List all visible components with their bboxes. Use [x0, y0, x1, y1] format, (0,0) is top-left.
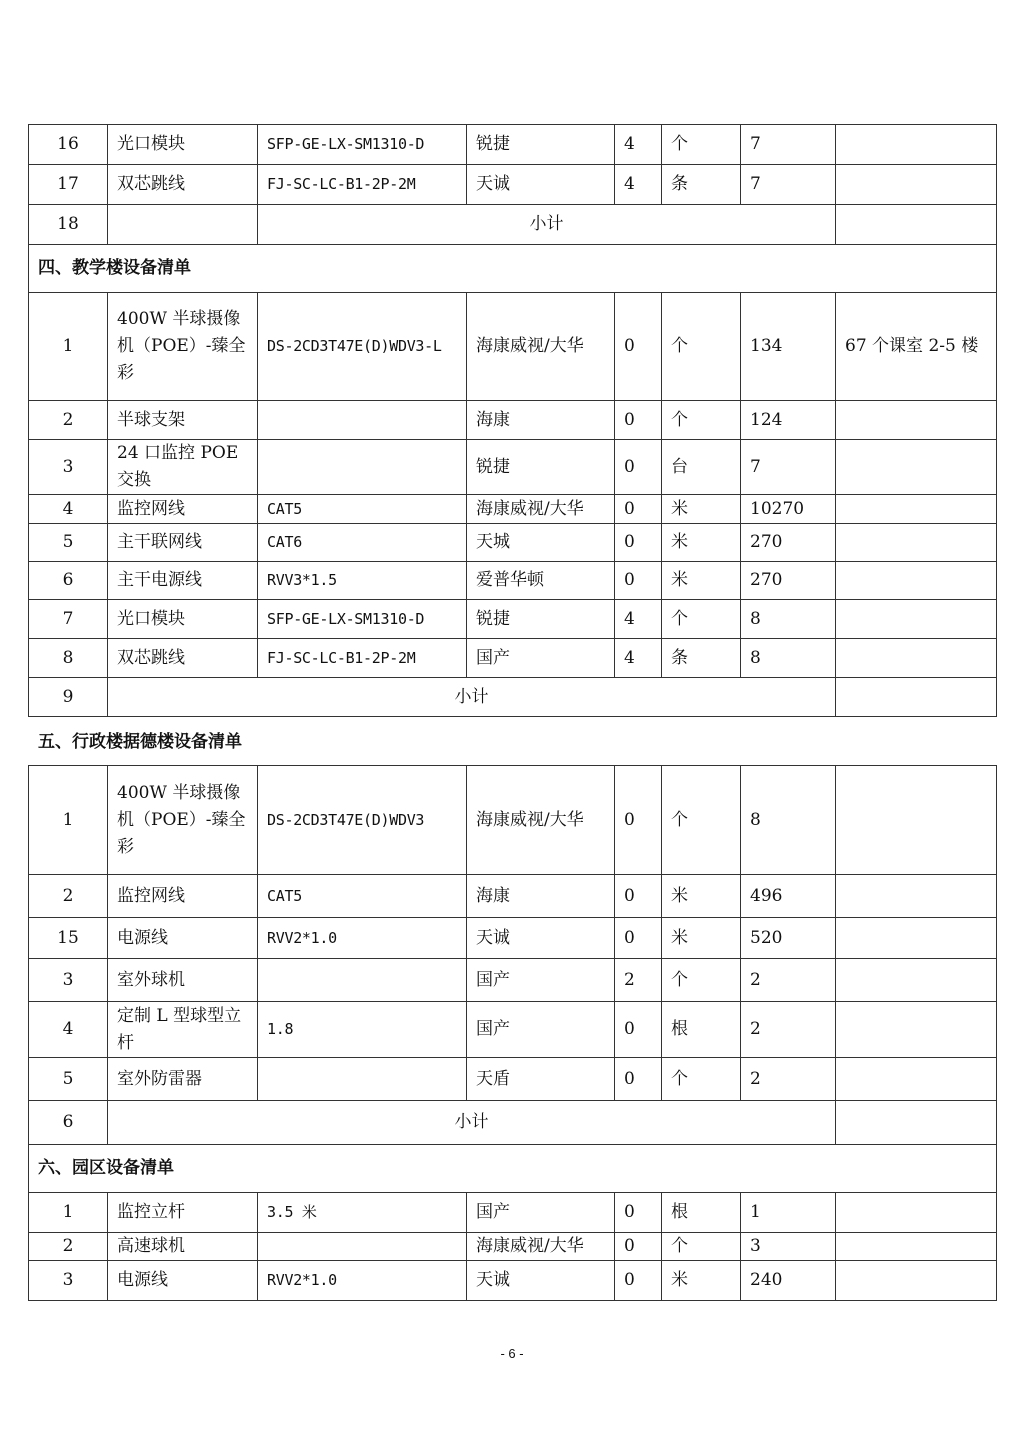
table-row: [29, 918, 997, 959]
cell-brand: 海康: [467, 401, 615, 440]
cell-name: 高速球机: [108, 1233, 258, 1261]
cell-model: [258, 959, 467, 1002]
cell-name: 主干电源线: [108, 562, 258, 600]
cell-unit: 根: [662, 1002, 741, 1058]
cell-brand: 国产: [467, 639, 615, 678]
cell-name: 400W 半球摄像机（POE）-臻全彩: [108, 293, 258, 401]
cell-unit: 米: [662, 918, 741, 959]
cell-model: DS-2CD3T47E(D)WDV3: [258, 766, 467, 875]
section-header-row: [29, 245, 997, 293]
table-row: [29, 766, 997, 875]
cell-total: 270: [741, 562, 836, 600]
cell-no: 16: [29, 125, 108, 165]
cell-name: 半球支架: [108, 401, 258, 440]
cell-total: 3: [741, 1233, 836, 1261]
cell-no: 7: [29, 600, 108, 639]
cell-unit: 条: [662, 639, 741, 678]
cell-brand: 国产: [467, 1002, 615, 1058]
table-row: [29, 1261, 997, 1301]
table-row: [29, 600, 997, 639]
cell-no: 6: [29, 562, 108, 600]
cell-unit: 个: [662, 959, 741, 1002]
cell-brand: 国产: [467, 959, 615, 1002]
cell-qty: 0: [615, 293, 662, 401]
cell-unit: 米: [662, 562, 741, 600]
table-row: [29, 401, 997, 440]
cell-qty: 4: [615, 125, 662, 165]
cell-total: 124: [741, 401, 836, 440]
cell-empty: [108, 205, 258, 245]
cell-unit: 个: [662, 600, 741, 639]
cell-name: 双芯跳线: [108, 639, 258, 678]
cell-model: [258, 1233, 467, 1261]
cell-name: 定制 L 型球型立杆: [108, 1002, 258, 1058]
cell-no: 6: [29, 1101, 108, 1145]
cell-qty: 0: [615, 875, 662, 918]
cell-brand: 锐捷: [467, 600, 615, 639]
cell-no: 8: [29, 639, 108, 678]
cell-model: RVV2*1.0: [258, 1261, 467, 1301]
cell-name: 电源线: [108, 1261, 258, 1301]
cell-brand: 国产: [467, 1193, 615, 1233]
cell-no: 1: [29, 293, 108, 401]
cell-note: [836, 918, 997, 959]
cell-total: 8: [741, 600, 836, 639]
cell-note: [836, 600, 997, 639]
cell-brand: 海康威视/大华: [467, 1233, 615, 1261]
cell-model: DS-2CD3T47E(D)WDV3-L: [258, 293, 467, 401]
cell-model: SFP-GE-LX-SM1310-D: [258, 600, 467, 639]
cell-name: 监控立杆: [108, 1193, 258, 1233]
cell-total: 2: [741, 959, 836, 1002]
cell-unit: 条: [662, 165, 741, 205]
cell-model: SFP-GE-LX-SM1310-D: [258, 125, 467, 165]
cell-total: 1: [741, 1193, 836, 1233]
cell-model: RVV3*1.5: [258, 562, 467, 600]
cell-note: [836, 205, 997, 245]
cell-qty: 4: [615, 165, 662, 205]
table-row: [29, 524, 997, 562]
cell-no: 1: [29, 766, 108, 875]
cell-no: 15: [29, 918, 108, 959]
table-row: [29, 293, 997, 401]
cell-note: [836, 639, 997, 678]
cell-name: 24 口监控 POE 交换: [108, 440, 258, 495]
cell-note: [836, 1261, 997, 1301]
table-row: [29, 1058, 997, 1101]
page-number: - 6 -: [500, 1346, 524, 1361]
cell-note: [836, 125, 997, 165]
cell-name: 双芯跳线: [108, 165, 258, 205]
table-row: [29, 1233, 997, 1261]
table-row: [29, 440, 997, 495]
cell-no: 5: [29, 1058, 108, 1101]
cell-note: 67 个课室 2-5 楼: [836, 293, 997, 401]
cell-model: 1.8: [258, 1002, 467, 1058]
cell-no: 18: [29, 205, 108, 245]
cell-qty: 0: [615, 524, 662, 562]
cell-model: FJ-SC-LC-B1-2P-2M: [258, 165, 467, 205]
cell-total: 8: [741, 766, 836, 875]
cell-unit: 个: [662, 766, 741, 875]
cell-name: 主干联网线: [108, 524, 258, 562]
cell-note: [836, 678, 997, 717]
table-row: [29, 495, 997, 524]
cell-brand: 天诚: [467, 165, 615, 205]
cell-total: 496: [741, 875, 836, 918]
cell-total: 7: [741, 440, 836, 495]
cell-qty: 0: [615, 401, 662, 440]
cell-note: [836, 562, 997, 600]
cell-brand: 天城: [467, 524, 615, 562]
cell-unit: 个: [662, 401, 741, 440]
cell-brand: 海康: [467, 875, 615, 918]
cell-note: [836, 401, 997, 440]
subtotal-row: [29, 1101, 997, 1145]
cell-model: [258, 440, 467, 495]
cell-name: 室外球机: [108, 959, 258, 1002]
cell-name: 电源线: [108, 918, 258, 959]
cell-qty: 0: [615, 1261, 662, 1301]
cell-note: [836, 1002, 997, 1058]
cell-total: 134: [741, 293, 836, 401]
cell-no: 5: [29, 524, 108, 562]
cell-unit: 个: [662, 125, 741, 165]
cell-qty: 0: [615, 1058, 662, 1101]
cell-qty: 0: [615, 440, 662, 495]
cell-brand: 海康威视/大华: [467, 293, 615, 401]
cell-unit: 个: [662, 1233, 741, 1261]
table-row: [29, 959, 997, 1002]
cell-unit: 米: [662, 1261, 741, 1301]
cell-note: [836, 1233, 997, 1261]
subtotal-row: [29, 205, 997, 245]
cell-brand: 天诚: [467, 918, 615, 959]
section-header-row: [29, 1145, 997, 1193]
cell-model: CAT5: [258, 495, 467, 524]
table-row: [29, 165, 997, 205]
table-row: [29, 639, 997, 678]
cell-total: 240: [741, 1261, 836, 1301]
cell-note: [836, 1101, 997, 1145]
equipment-table-2: [28, 765, 997, 1301]
cell-unit: 个: [662, 1058, 741, 1101]
cell-note: [836, 959, 997, 1002]
cell-no: 2: [29, 401, 108, 440]
cell-brand: 天诚: [467, 1261, 615, 1301]
cell-brand: 天盾: [467, 1058, 615, 1101]
cell-name: 监控网线: [108, 875, 258, 918]
cell-no: 3: [29, 1261, 108, 1301]
cell-model: RVV2*1.0: [258, 918, 467, 959]
cell-model: CAT6: [258, 524, 467, 562]
cell-qty: 0: [615, 562, 662, 600]
cell-total: 520: [741, 918, 836, 959]
cell-note: [836, 1193, 997, 1233]
cell-total: 7: [741, 165, 836, 205]
cell-qty: 0: [615, 1002, 662, 1058]
cell-brand: 海康威视/大华: [467, 495, 615, 524]
cell-qty: 0: [615, 766, 662, 875]
cell-note: [836, 766, 997, 875]
cell-qty: 4: [615, 639, 662, 678]
cell-model: FJ-SC-LC-B1-2P-2M: [258, 639, 467, 678]
cell-no: 2: [29, 1233, 108, 1261]
cell-unit: 台: [662, 440, 741, 495]
cell-total: 7: [741, 125, 836, 165]
cell-note: [836, 495, 997, 524]
cell-note: [836, 524, 997, 562]
cell-unit: 个: [662, 293, 741, 401]
cell-brand: 爱普华顿: [467, 562, 615, 600]
cell-name: 光口模块: [108, 600, 258, 639]
cell-name: 监控网线: [108, 495, 258, 524]
section-title: 六、园区设备清单: [29, 1145, 997, 1193]
cell-unit: 米: [662, 495, 741, 524]
cell-unit: 米: [662, 524, 741, 562]
cell-no: 9: [29, 678, 108, 717]
cell-qty: 0: [615, 918, 662, 959]
equipment-table-1: [28, 124, 997, 717]
table-row: [29, 1002, 997, 1058]
cell-no: 4: [29, 495, 108, 524]
cell-brand: 锐捷: [467, 125, 615, 165]
cell-unit: 根: [662, 1193, 741, 1233]
cell-qty: 2: [615, 959, 662, 1002]
cell-brand: 海康威视/大华: [467, 766, 615, 875]
cell-model: CAT5: [258, 875, 467, 918]
cell-total: 2: [741, 1058, 836, 1101]
subtotal-row: [29, 678, 997, 717]
table-row: [29, 562, 997, 600]
cell-no: 17: [29, 165, 108, 205]
cell-note: [836, 440, 997, 495]
subtotal-label: 小计: [108, 678, 836, 717]
cell-name: 室外防雷器: [108, 1058, 258, 1101]
cell-total: 2: [741, 1002, 836, 1058]
cell-qty: 0: [615, 1193, 662, 1233]
cell-qty: 0: [615, 495, 662, 524]
section-title: 五、行政楼据德楼设备清单: [38, 732, 242, 752]
cell-note: [836, 165, 997, 205]
table-row: [29, 875, 997, 918]
cell-no: 3: [29, 440, 108, 495]
cell-brand: 锐捷: [467, 440, 615, 495]
cell-no: 4: [29, 1002, 108, 1058]
cell-name: 光口模块: [108, 125, 258, 165]
cell-note: [836, 875, 997, 918]
cell-no: 2: [29, 875, 108, 918]
cell-no: 1: [29, 1193, 108, 1233]
cell-qty: 4: [615, 600, 662, 639]
subtotal-label: 小计: [258, 205, 836, 245]
cell-no: 3: [29, 959, 108, 1002]
cell-unit: 米: [662, 875, 741, 918]
cell-model: [258, 1058, 467, 1101]
section-title: 四、教学楼设备清单: [29, 245, 997, 293]
cell-total: 8: [741, 639, 836, 678]
cell-model: 3.5 米: [258, 1193, 467, 1233]
cell-model: [258, 401, 467, 440]
cell-qty: 0: [615, 1233, 662, 1261]
cell-total: 270: [741, 524, 836, 562]
cell-total: 10270: [741, 495, 836, 524]
cell-note: [836, 1058, 997, 1101]
table-row: [29, 125, 997, 165]
subtotal-label: 小计: [108, 1101, 836, 1145]
table-row: [29, 1193, 997, 1233]
cell-name: 400W 半球摄像机（POE）-臻全彩: [108, 766, 258, 875]
